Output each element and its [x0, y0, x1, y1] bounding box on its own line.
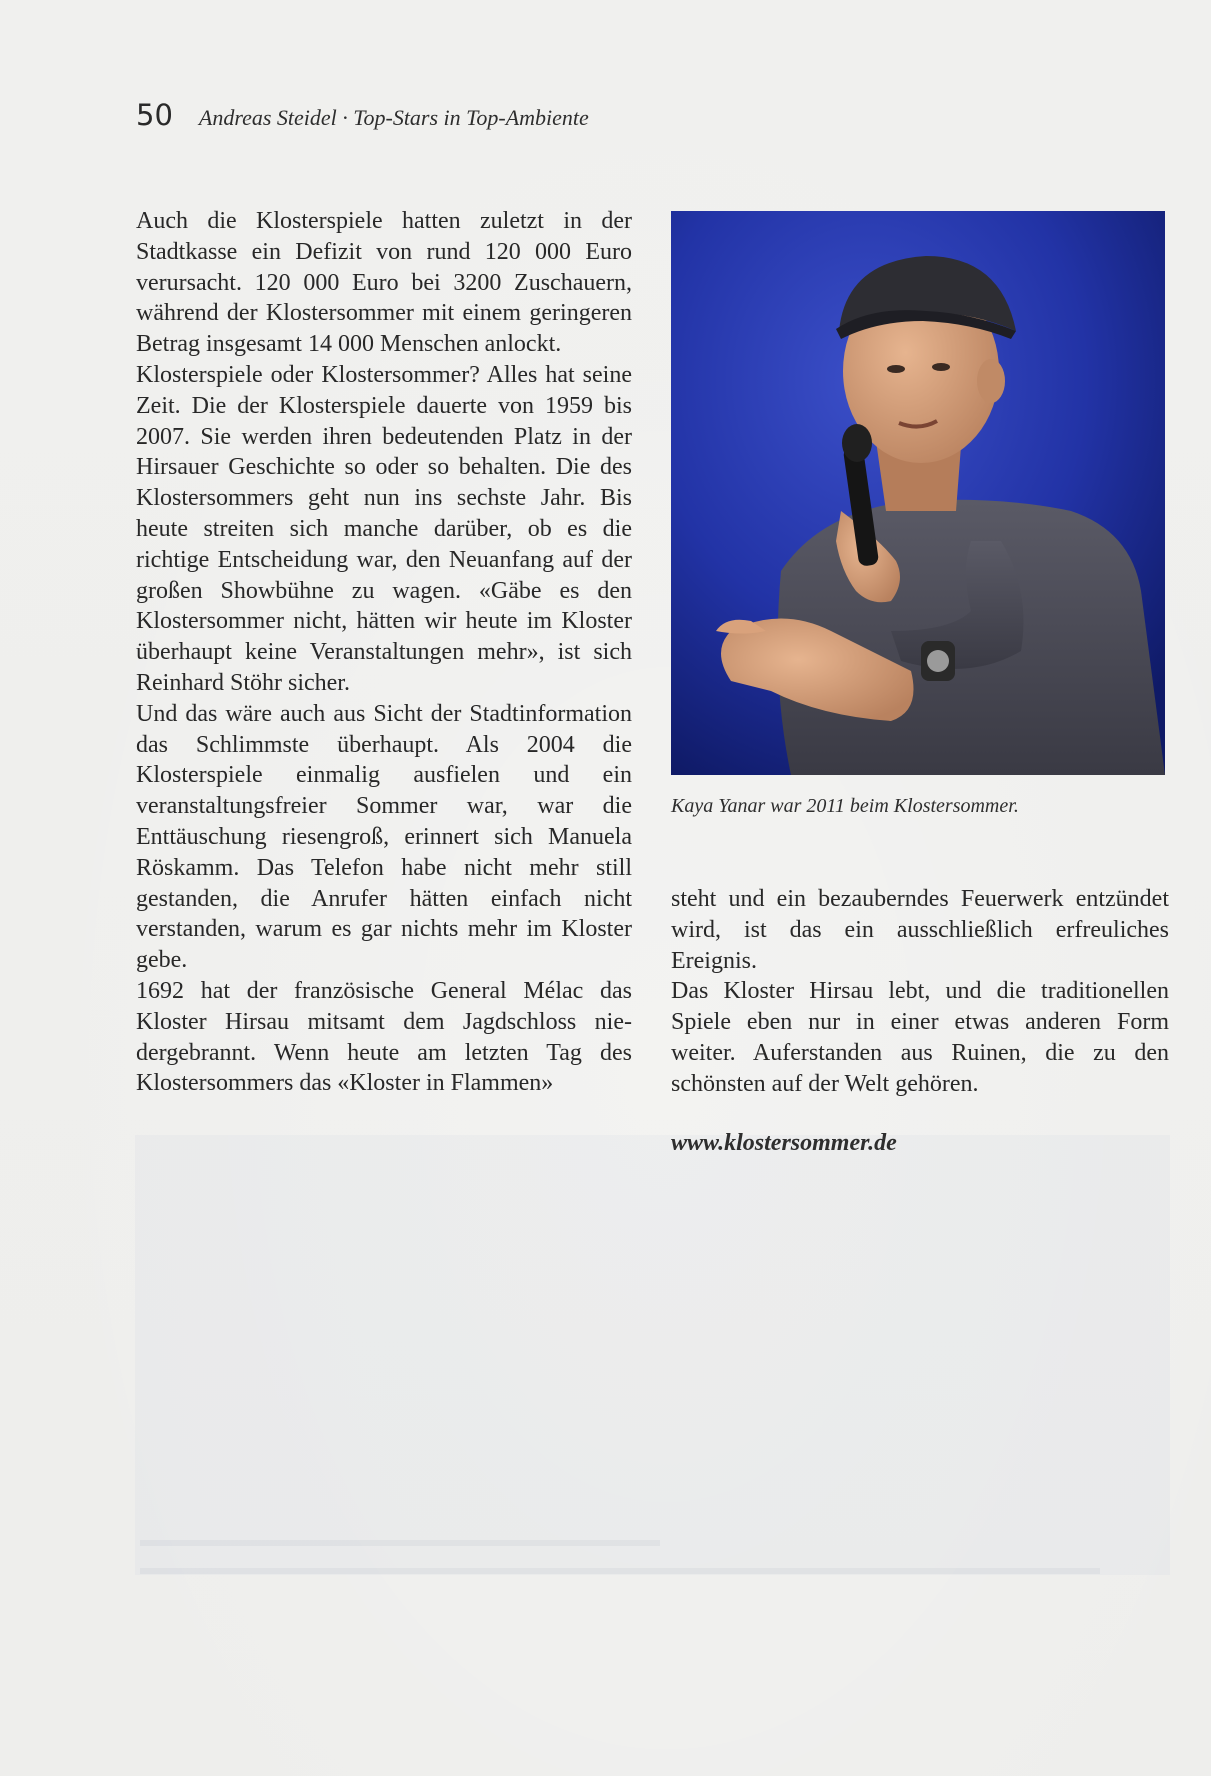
right-column	[671, 884, 1169, 1100]
paragraph: Auch die Klosterspiele hatten zuletzt in der Stadtkasse ein Defizit von rund 120 000 Euro verursacht. 120 000 Euro bei 3200 Zuschauern, während der Klostersommer mit einem geringeren Betrag insgesamt 14 000 Menschen anlockt.	[136, 208, 632, 358]
page-number: 50	[136, 98, 173, 132]
paragraph: Und das wäre auch aus Sicht der Stadtinformation das Schlimmste überhaupt. Als 2004 die Klosterspiele einmalig ausfielen und ein veranstaltungsfreier Sommer war, war die Enttäuschung riesengroß, erinnert sich Manuela Röskamm. Das Telefon habe nicht mehr still gestanden, die Anrufer hätten einfach nicht verstanden, warum es gar nichts mehr im Kloster gebe.	[136, 700, 632, 974]
website-link[interactable]: www.klostersommer.de	[671, 1130, 897, 1156]
show-through-line	[140, 1540, 660, 1546]
paragraph: Das Kloster Hirsau lebt, und die traditionellen Spiele eben nur in einer etwas anderen Form weiter. Auferstanden aus Ruinen, die zu den schönsten auf der Welt gehören.	[671, 978, 1169, 1097]
left-column	[136, 206, 632, 1099]
show-through-shade	[135, 1135, 1170, 1575]
photo-caption: Kaya Yanar war 2011 beim Klostersommer.	[671, 795, 1019, 817]
comedian-illustration	[671, 211, 1165, 775]
comedian-photo	[671, 211, 1165, 775]
running-head: Andreas Steidel · Top-Stars in Top-Ambiente	[198, 105, 589, 130]
paragraph: 1692 hat der französische General Mélac das Kloster Hirsau mitsamt dem Jagdschloss niedergebrannt. Wenn heute am letzten Tag des Klostersommers das «Kloster in Flammen»	[136, 977, 632, 1097]
paragraph: Klosterspiele oder Klostersommer? Alles hat seine Zeit. Die der Klosterspiele dauerte von 1959 bis 2007. Sie werden ihren bedeutenden Platz in der Hirsauer Geschichte so oder so behalten. Die des Klostersommers geht nun ins sechste Jahr. Bis heute streiten sich manche darüber, ob es die richtige Entscheidung war, den Neuanfang auf der großen Showbühne zu wagen. «Gäbe es den Klostersommer nicht, hätten wir heute im Kloster überhaupt keine Veranstaltungen mehr», ist sich Reinhard Stöhr sicher.	[136, 361, 632, 696]
page-header	[136, 98, 836, 138]
paragraph: steht und ein bezauberndes Feuerwerk entzündet wird, ist das ein ausschließlich erfreuliches Ereignis.	[671, 886, 1169, 974]
show-through-line	[140, 1568, 1100, 1574]
